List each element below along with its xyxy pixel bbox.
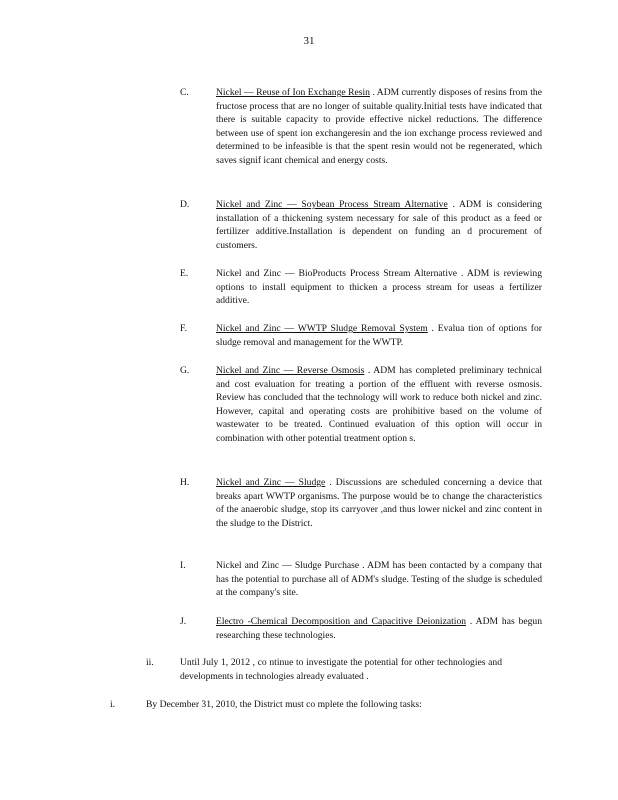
subsection-ii xyxy=(146,656,154,670)
item-heading: Nickel and Zinc — Soybean Process Stream Alternative xyxy=(216,199,448,210)
section-i-text: By December 31, 2010, the District must co mplete the following tasks: xyxy=(146,699,422,710)
item-paragraph xyxy=(216,364,542,446)
subsection-label: ii. xyxy=(146,657,154,668)
item-letter: J. xyxy=(180,616,187,627)
item-paragraph xyxy=(216,267,542,308)
item-paragraph xyxy=(216,476,542,530)
item-letter: I. xyxy=(180,560,186,571)
item-paragraph xyxy=(216,86,542,168)
item-paragraph xyxy=(216,615,542,642)
item-body: . ADM currently disposes of resins from the fructose process that are no longer of suitable quality.Initial tests have indicated that there is suitable capacity to provide effective nickel reductions. The difference between use of spent ion exchangeresin and the ion exchange process reviewed and determined to be infeasible is that the spent resin would not be regenerated, which saves signif icant chemical and energy costs. xyxy=(216,87,542,166)
item-paragraph xyxy=(216,559,542,600)
item-letter: F. xyxy=(180,323,187,334)
item-body: Nickel and Zinc — BioProducts Process Stream Alternative . ADM is reviewing options to install equipment to thicken a process stream for useas a fertilizer additive. xyxy=(216,268,542,307)
item-heading: Nickel and Zinc — Reverse Osmosis xyxy=(216,365,365,376)
item-body: . ADM has begun researching these technologies. xyxy=(216,616,543,641)
item-paragraph xyxy=(216,322,542,349)
item-heading: Nickel — Reuse of Ion Exchange Resin xyxy=(216,87,370,98)
item-body: . ADM is considering installation of a thickening system necessary for sale of this product as a feed or fertilizer additive.Installation is dependent on funding an d procurement of customers. xyxy=(216,199,542,251)
item-letter: C. xyxy=(180,87,189,98)
item-body: . ADM has completed preliminary technical and cost evaluation for treating a portion of the effluent with reverse osmosis. Review has concluded that the technology will work to reduce both nickel and zinc. However, capital and operating costs are prohibitive based on the volume of wastewater to be treated. Continued evaluation of this option will occur in combination with other potential treatment option s. xyxy=(216,365,543,444)
page-number: 31 xyxy=(303,35,315,47)
section-label: i. xyxy=(110,699,116,710)
item-body: Nickel and Zinc — Sludge Purchase . ADM has been contacted by a company that has the potential to purchase all of ADM's sludge. Testing of the sludge is scheduled at the company's site. xyxy=(216,560,542,599)
item-paragraph xyxy=(216,198,542,252)
item-letter: G. xyxy=(180,365,190,376)
section-i xyxy=(110,698,115,712)
subsection-ii-text: Until July 1, 2012 , co ntinue to investigate the potential for other technologies and developments in technologies already evaluated . xyxy=(180,657,502,682)
item-heading: Electro -Chemical Decomposition and Capacitive Deionization xyxy=(216,616,467,627)
item-letter: D. xyxy=(180,199,190,210)
item-body: . Discussions are scheduled concerning a device that breaks apart WWTP organisms. The purpose would be to change the characteristics of the anaerobic sludge, stop its carryover ,and thus lower nickel and zinc content in the sludge to the District. xyxy=(216,477,542,529)
item-heading: Nickel and Zinc — Sludge xyxy=(216,477,326,488)
item-heading: Nickel and Zinc — WWTP Sludge Removal System xyxy=(216,323,428,334)
item-body: . Evalua tion of options for sludge removal and management for the WWTP. xyxy=(216,323,542,348)
item-letter: E. xyxy=(180,268,189,279)
item-letter: H. xyxy=(180,477,190,488)
